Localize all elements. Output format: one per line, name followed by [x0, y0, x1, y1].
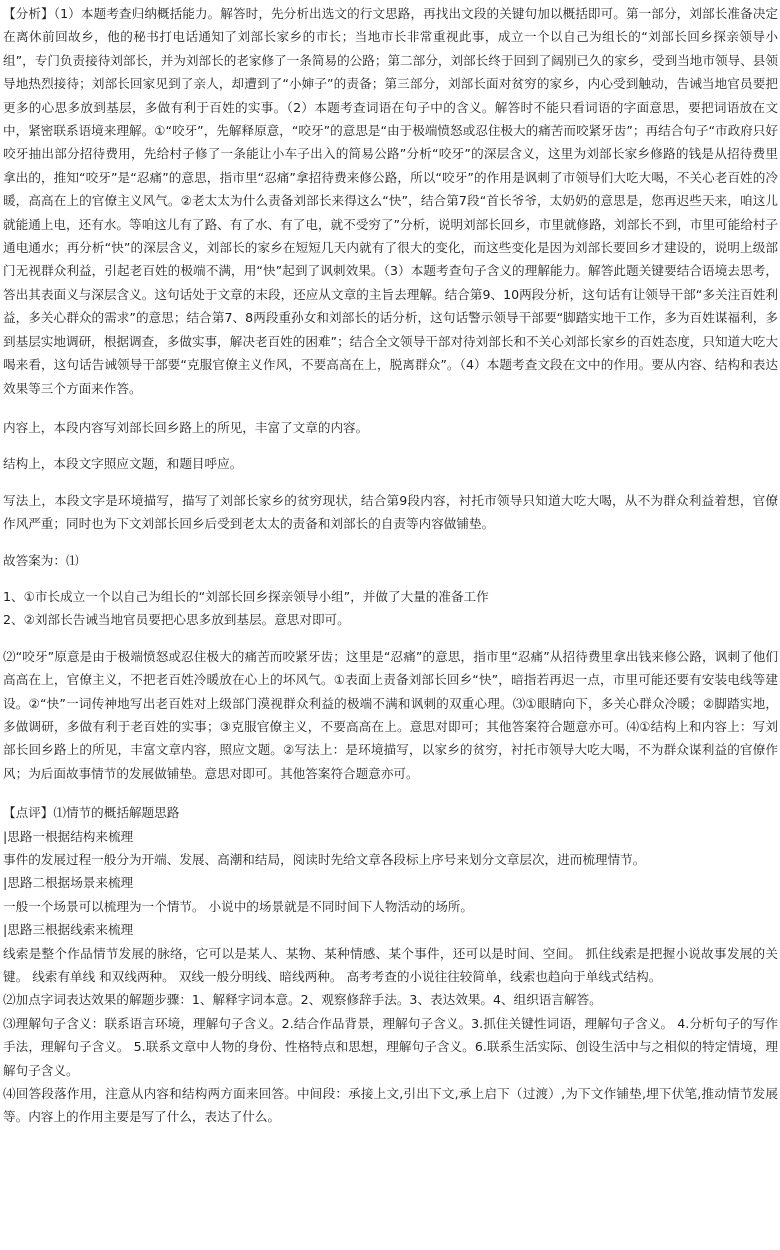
spacer — [3, 439, 778, 452]
spacer — [3, 632, 778, 645]
comment-idea-1-body: 事件的发展过程一般分为开端、发展、高潮和结局，阅读时先给文章各段标上序号来划分文章层次，进而梳理情节。 — [3, 852, 646, 867]
analysis-content-effect: 内容上，本段内容写刘部长回乡路上的所见，丰富了文章的内容。 — [3, 419, 369, 435]
analysis-expression-effect: 写法上，本段文字是环境描写，描写了刘部长家乡的贫穷现状，结合第9段内容，衬托市领导只知道大吃大喝，从不为群众利益着想，官僚作风严重；同时也为下文刘部长回乡后受到老太太的责备和刘部长的自责等内容做铺垫。 — [3, 492, 778, 532]
analysis-paragraph: 【分析】（1）本题考查归纳概括能力。解答时，先分析出选文的行文思路，再找出文段的关键句加以概括即可。第一部分，刘部长准备决定在离休前回故乡，他的秘书打电话通知了刘部长家乡的市长；当地市长非常重视此事，成立一个以自己为组长的“刘部长回乡探亲领导小组”，专门负责接待刘部长，并为刘部长的老家修了一条简易的公路；第二部分，刘部长终于回到了阔别已久的家乡，受到当地市领导、县领导地热烈接待；刘部长回家见到了亲人，却遭到了“小婶子”的责备；第三部分，刘部长面对贫穷的家乡，内心受到触动，告诫当地官员要把更多的心思多放到基层，多做有利于百姓的实事。（2）本题考查词语在句子中的含义。解答时不能只看词语的字面意思，要把词语放在文中，紧密联系语境来理解。①“咬牙”，先解释原意，“咬牙”的意思是“由于极端愤怒或忍住极大的痛苦而咬紧牙齿”；再结合句子“市政府只好咬牙抽出部分招待费用，先给村子修了一条能让小车子出入的简易公路”分析“咬牙”的深层含义，这里为刘部长家乡修路的钱是从招待费里拿出的，推知“咬牙”是“忍痛”的意思，指市里“忍痛”拿招待费来修公路，所以“咬牙”的作用是讽刺了市领导们大吃大喝，不关心老百姓的冷暖，高高在上的官僚主义风气。②老太太为什么责备刘部长来得这么“快”，结合第7段“首长爷爷，太奶奶的意思是，您再迟些天来，咱这儿就能通上电，还有水。等咱这儿有了路、有了水、有了电，就不受穷了”分析，说明刘部长回乡，市里就修路，刘部长不到，市里可能给村子通电通水；再分析“快”的深层含义，刘部长的家乡在短短几天内就有了很大的变化，而这些变化是因为刘部长要回乡才建设的，说明上级部门无视群众利益，引起老百姓的极端不满，用“快”起到了讽刺效果。（3）本题考查句子含义的理解能力。解答此题关键要结合语境去思考，答出其表面义与深层含义。这句话处于文章的末段，还应从文章的主旨去理解。结合第9、10两段分析，这句话有让领导干部“多关注百姓利益，多关心群众的需求”的意思；结合第7、8两段重孙女和刘部长的话分析，这句话警示领导干部要“脚踏实地干工作，多为百姓谋福利，多到基层实地调研，根据调查，多做实事，解决老百姓的困难”；结合全文领导干部对待刘部长和不关心刘部长家乡的百姓态度，只知道大吃大喝来看，这句话告诫领导干部要“克服官僚主义作风，不要高高在上，脱离群众”。（4）本题考查文段在文中的作用。要从内容、结构和表达效果等三个方面来作答。 — [3, 6, 778, 396]
answer-heading: 故答案为：⑴ — [3, 552, 79, 568]
spacer — [3, 476, 778, 489]
comment-point-3: ⑶理解句子含义：联系语言环境，理解句子含义。2.结合作品背景，理解句子含义。3.抓住关键性词语，理解句子含义。 4.分析句子的写作手法，理解句子含义。 5.联系文章中人物的身份、性格特点和思想，理解句子含义。6.联系生活实际、创设生活中与之相似的特定情境，理解句子含义。 — [3, 1015, 778, 1078]
comment-idea-3-title: |思路三根据线索来梳理 — [3, 922, 134, 938]
comment-idea-1-title: |思路一根据结构来梳理 — [3, 828, 134, 844]
comment-point-2: ⑵加点字词表达效果的解题步骤：1、解释字词本意。2、观察修辞手法。3、表达效果。4、组织语言解答。 — [3, 992, 602, 1008]
comment-point-4: ⑷回答段落作用，注意从内容和结构两方面来回答。中间段：承接上文,引出下文,承上启下（过渡）,为下文作铺垫,埋下伏笔,推动情节发展等。内容上的作用主要是写了什么，表达了什么。 — [3, 1086, 778, 1125]
answer-item-1: 1、①市长成立一个以自己为组长的“刘部长回乡探亲领导小组”，并做了大量的准备工作 — [3, 588, 489, 604]
spacer — [3, 785, 778, 801]
spacer — [3, 400, 778, 416]
comment-idea-2-title: |思路二根据场景来梳理 — [3, 875, 134, 891]
comment-heading: 【点评】⑴情节的概括解题思路 — [3, 805, 180, 821]
answer-item-3: ⑵“咬牙”原意是由于极端愤怒或忍住极大的痛苦而咬紧牙齿；这里是“忍痛”的意思，指市里“忍痛”从招待费里拿出钱来修公路，讽刺了他们高高在上，官僚主义，不把老百姓冷暖放在心上的坏风气。①表面上责备刘部长回乡“快”，暗指若再迟一点，市里可能还要有安装电线等建设。②“快”一词传神地写出老百姓对上级部门漠视群众利益的极端不满和讽刺的双重心理。⑶①眼睛向下，多关心群众冷暖；②脚踏实地，多做调研，多做有利于老百姓的实事；③克服官僚主义，不要高高在上。意思对即可；其他答案符合题意亦可。⑷①结构上和内容上：写刘部长回乡路上的所见，丰富文章内容，照应文题。②写法上：是环境描写，以家乡的贫穷，衬托市领导大吃大喝，不为群众谋利益的官僚作风；为后面故事情节的发展做铺垫。意思对即可。其他答案符合题意亦可。 — [3, 648, 778, 781]
answer-item-2: 2、②刘部长告诫当地官员要把心思多放到基层。意思对即可。 — [3, 612, 350, 628]
comment-idea-2-body: 一般一个场景可以梳理为一个情节。 小说中的场景就是不同时间下人物活动的场所。 — [3, 898, 473, 914]
comment-idea-3-body: 线索是整个作品情节发展的脉络，它可以是某人、某物、某种情感、某个事件，还可以是时间、空间。 抓住线索是把握小说故事发展的关键。 线索有单线 和双线两种。 双线一般分明线、暗线两种。 高考考查的小说往往较简单，线索也趋向于单线式结构。 — [3, 945, 778, 985]
analysis-structure-effect: 结构上，本段文字照应文题，和题目呼应。 — [3, 456, 243, 472]
spacer — [3, 536, 778, 549]
spacer — [3, 572, 778, 585]
